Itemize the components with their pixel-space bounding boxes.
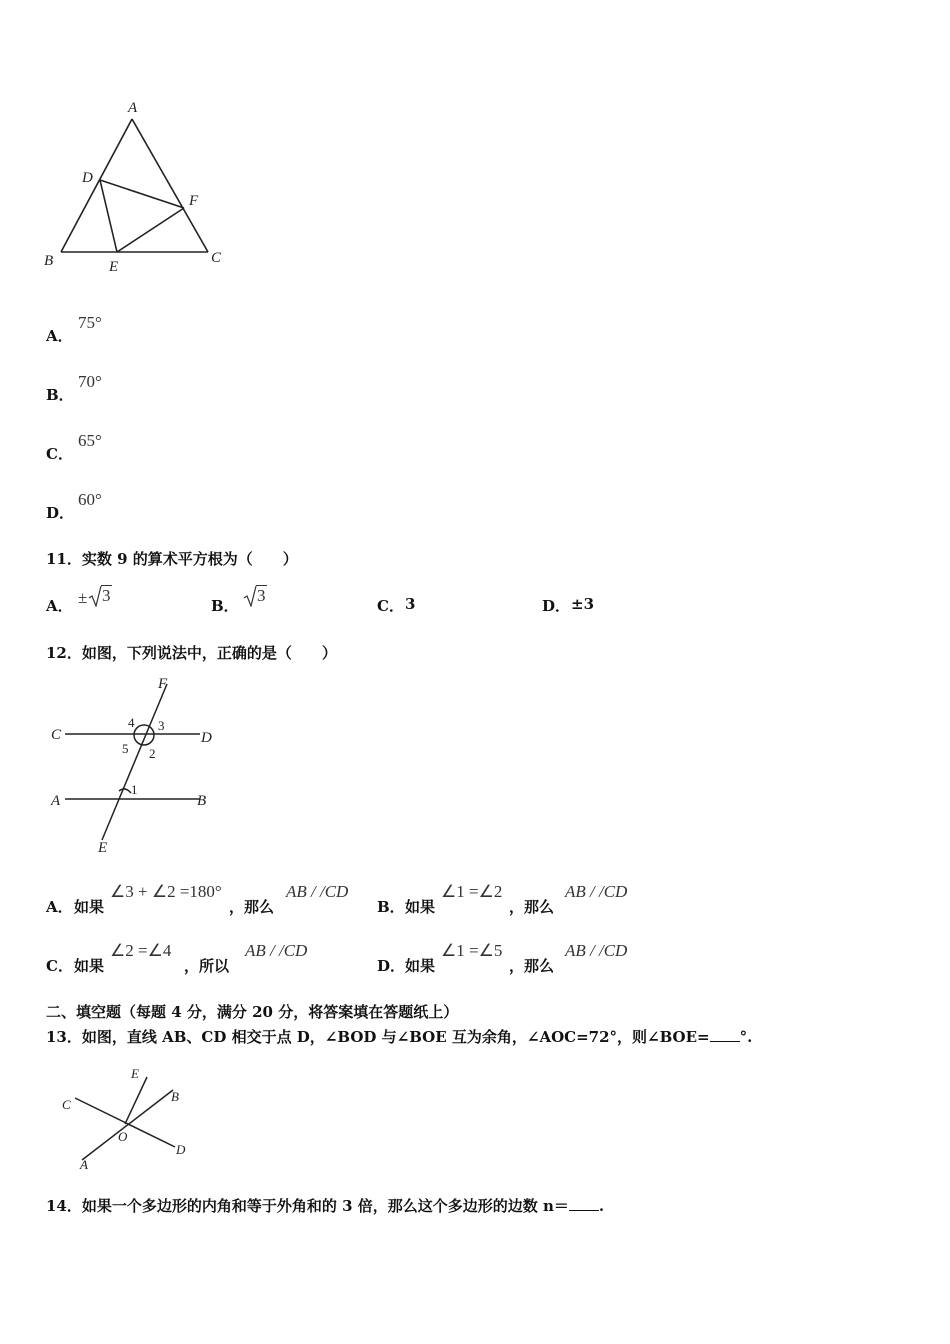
- q12-option-a: [46, 880, 366, 916]
- sqrt-icon: [88, 585, 102, 607]
- q14-stem: [46, 1195, 604, 1216]
- q11-option-d-value: ±3: [571, 595, 595, 613]
- q12-angle-3: 3: [158, 718, 165, 733]
- q12-option-c-if: 如果: [74, 957, 105, 975]
- q11-option-a-radicand: 3: [102, 586, 111, 605]
- q10-label-a: A: [128, 100, 138, 116]
- q11-option-a-letter: A．: [46, 597, 73, 615]
- q10-side-ac: [132, 119, 208, 252]
- q12-option-b-then: ，那么: [509, 898, 555, 916]
- q10-option-c-value: 65°: [78, 431, 102, 450]
- q12-option-a-if: 如果: [74, 898, 105, 916]
- q12-label-d: D: [201, 730, 212, 746]
- q10-option-b-letter: B．: [46, 386, 74, 404]
- q12-option-c-concl: AB / /CD: [245, 941, 308, 960]
- q10-option-a-value: 75°: [78, 313, 102, 332]
- sqrt-icon: [243, 585, 257, 607]
- q12-option-a-concl: AB / /CD: [286, 882, 349, 901]
- q14-stem-end: .: [598, 1197, 605, 1215]
- q13-label-o: O: [118, 1129, 128, 1144]
- q13-label-c: C: [62, 1097, 71, 1112]
- q12-option-d-cond: ∠1 =∠5: [441, 941, 503, 960]
- q11-option-b-letter: B．: [211, 597, 239, 615]
- q14-stem-text: 14．如果一个多边形的内角和等于外角和的 3 倍，那么这个多边形的边数 n＝: [46, 1197, 569, 1215]
- q10-option-a-letter: A．: [46, 327, 73, 345]
- q13-stem-end: °.: [739, 1028, 753, 1046]
- q12-angle-2: 2: [149, 746, 156, 761]
- q13-label-d: D: [176, 1142, 186, 1157]
- q13-stem: [46, 1026, 752, 1047]
- q12-label-e: E: [98, 840, 108, 856]
- q10-label-f: F: [189, 193, 199, 209]
- q10-label-c: C: [211, 250, 222, 266]
- q12-angle-1: 1: [131, 782, 138, 797]
- q12-option-b: [377, 880, 697, 916]
- q10-label-d: D: [82, 170, 93, 186]
- q10-label-b: B: [44, 253, 54, 269]
- q12-option-c-then: ，所以: [184, 957, 230, 975]
- q13-answer-blank[interactable]: [710, 1027, 740, 1042]
- q12-label-f: F: [158, 676, 168, 692]
- q12-angle-5: 5: [122, 741, 129, 756]
- q13-label-e: E: [131, 1066, 139, 1081]
- q10-side-df: [100, 180, 184, 208]
- q12-label-a: A: [51, 793, 61, 809]
- q10-side-ef: [117, 208, 184, 252]
- q10-option-b-value: 70°: [78, 372, 102, 391]
- q13-intersecting-lines-figure: [55, 1060, 205, 1175]
- q10-label-e: E: [109, 259, 119, 275]
- q12-option-d-then: ，那么: [509, 957, 555, 975]
- q10-option-d-value: 60°: [78, 490, 102, 509]
- q12-option-a-then: ，那么: [229, 898, 275, 916]
- q12-option-b-concl: AB / /CD: [565, 882, 628, 901]
- q12-option-b-cond: ∠1 =∠2: [441, 882, 503, 901]
- q10-option-d-letter: D．: [46, 504, 75, 522]
- q13-stem-text: 13．如图，直线 AB、CD 相交于点 D，∠BOD 与∠BOE 互为余角，∠AOC=72°，则∠BOE=: [46, 1028, 710, 1046]
- q14-answer-blank[interactable]: [569, 1196, 599, 1211]
- q11-pm-sign: ±: [78, 588, 88, 607]
- q12-option-a-cond: ∠3 + ∠2 =180°: [110, 882, 222, 901]
- q11-stem: 11．实数 9 的算术平方根为（ ）: [46, 550, 298, 568]
- q12-option-d-letter: D．: [377, 957, 406, 975]
- q13-line-ab: [82, 1090, 173, 1160]
- q12-option-c: [46, 939, 366, 975]
- q12-label-b: B: [197, 793, 207, 809]
- q10-side-ab: [61, 119, 132, 252]
- q13-ray-oe: [125, 1077, 147, 1124]
- q12-option-b-letter: B．: [377, 898, 405, 916]
- q10-triangle-figure: [40, 95, 240, 280]
- q12-angle-circle: [134, 725, 154, 745]
- q12-stem: 12．如图，下列说法中，正确的是（ ）: [46, 644, 337, 662]
- q11-option-c-value: 3: [405, 595, 416, 613]
- q13-label-b: B: [171, 1089, 179, 1104]
- q12-label-c: C: [51, 727, 62, 743]
- q12-option-d-if: 如果: [405, 957, 436, 975]
- q10-option-c-letter: C．: [46, 445, 73, 463]
- q12-option-b-if: 如果: [405, 898, 436, 916]
- section-heading-fill-in: 二、填空题（每题 4 分，满分 20 分，将答案填在答题纸上）: [46, 1003, 459, 1021]
- q12-option-d-concl: AB / /CD: [565, 941, 628, 960]
- q12-option-d: [377, 939, 697, 975]
- q11-option-b-radicand: 3: [257, 586, 266, 605]
- q11-option-d-letter: D．: [542, 597, 571, 615]
- q12-parallel-lines-figure: [45, 672, 235, 857]
- q12-angle-1-arc: [119, 789, 131, 793]
- q13-label-a: A: [80, 1157, 88, 1172]
- q10-side-de: [100, 180, 117, 252]
- q12-transversal-ef: [102, 684, 167, 840]
- q12-option-c-letter: C．: [46, 957, 73, 975]
- q11-option-c-letter: C．: [377, 597, 404, 615]
- q12-angle-4: 4: [128, 715, 135, 730]
- q12-option-c-cond: ∠2 =∠4: [110, 941, 172, 960]
- q12-option-a-letter: A．: [46, 898, 73, 916]
